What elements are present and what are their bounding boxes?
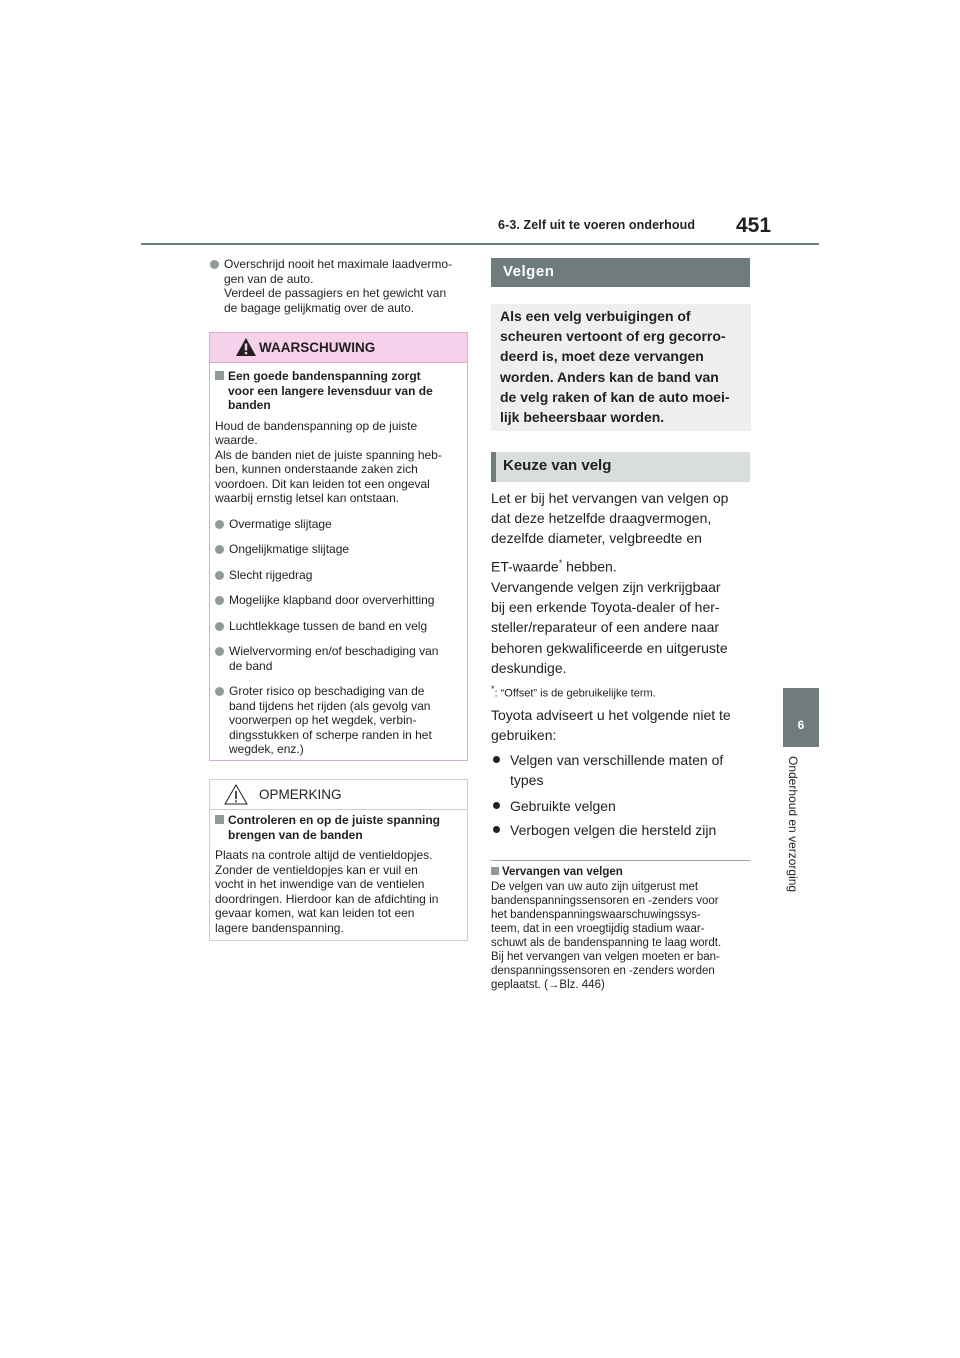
info-title-text: Vervangen van velgen [502, 866, 623, 878]
text-line: behoren gekwalificeerde en uitgeruste [491, 639, 728, 656]
bullet-icon [215, 687, 224, 696]
list-item [493, 750, 751, 790]
text-line: waarbij ernstig letsel kan ontstaan. [215, 491, 400, 505]
text-line: brengen van de banden [228, 827, 363, 842]
note-header [210, 780, 467, 810]
text-fragment: hebben. [562, 558, 617, 575]
text-line: voordoen. Dit kan leiden tot een ongeval [215, 476, 430, 491]
text-line: Als de banden niet de juiste spanning heb- [215, 447, 442, 462]
footnote-marker: * [491, 684, 495, 694]
warning-body [215, 369, 461, 757]
footnote-text: : “Offset” is de gebruikelijke term. [494, 687, 656, 700]
text-line: denspanningssensoren en -zenders worden [491, 965, 715, 977]
chapter-tab [783, 688, 819, 747]
bullet-icon [493, 756, 500, 763]
text-line: Een goede bandenspanning zorgt [228, 369, 421, 383]
paragraph [491, 488, 751, 576]
text-line: voorwerpen op het wegdek, verbin- [229, 713, 417, 727]
text-line: Als een velg verbuigingen of [500, 308, 691, 324]
page-reference-link[interactable]: Blz. 446) [559, 979, 605, 991]
note-box [209, 779, 468, 941]
text-line: schuwt als de bandenspanning te laag wordt. [491, 937, 722, 949]
info-title [491, 865, 751, 879]
text-line: Velgen van verschillende maten of [510, 752, 724, 768]
divider [491, 860, 750, 861]
text-line: dingsstukken of scherpe randen in het [229, 727, 432, 742]
summary-box [491, 304, 751, 431]
list-item [215, 568, 461, 583]
text-line [491, 553, 751, 577]
text-line: Luchtlekkage tussen de band en velg [229, 618, 428, 633]
warning-box [209, 332, 468, 761]
list-item [215, 619, 461, 634]
warning-paragraph [215, 419, 461, 506]
bullet-icon [215, 647, 224, 656]
header-rule [141, 243, 819, 245]
list-item [493, 820, 751, 840]
text-line: Houd de bandenspanning op de juiste [215, 418, 418, 433]
text-line: band tijdens het rijden (als gevolg van [229, 698, 431, 713]
text-line: de velg raken of kan de auto moei- [500, 388, 730, 405]
text-line: voor een langere levensduur van de [228, 383, 433, 398]
text-line: doordringen. Hierdoor kan de afdichting in [215, 891, 439, 906]
text-line: scheuren vertoont of erg gecorro- [500, 328, 726, 345]
text-line [491, 978, 751, 992]
text-fragment: geplaatst. ( [491, 979, 548, 991]
text-line: Mogelijke klapband door oververhitting [229, 593, 435, 607]
text-fragment: ET-waarde [491, 558, 559, 575]
intro-bullet [210, 257, 468, 315]
caution-triangle-icon [224, 784, 248, 805]
text-line: teem, dat in een vroegtijdig stadium waar- [491, 923, 705, 935]
text-line: Controleren en op de juiste spanning [228, 813, 441, 827]
text-line: banden [228, 398, 271, 412]
page-number: 451 [736, 214, 772, 237]
text-line: steller/reparateur of een andere naar [491, 619, 720, 636]
subheading: Keuze van velg [503, 457, 612, 474]
bullet-icon [493, 802, 500, 809]
chapter-label [786, 756, 806, 926]
bullet-icon [493, 826, 500, 833]
text-line: Slecht rijgedrag [229, 567, 313, 582]
text-line: Let er bij het vervangen van velgen op [491, 490, 729, 506]
list-item [215, 593, 461, 608]
warning-subheading [215, 369, 461, 413]
text-line: het bandenspanningswaarschuwingssys- [491, 909, 701, 921]
note-subheading [215, 813, 461, 842]
warning-header [210, 333, 467, 363]
chapter-number: 6 [797, 718, 805, 732]
arrow-right-icon: → [547, 979, 560, 991]
text-line: De velgen van uw auto zijn uitgerust met [491, 881, 699, 893]
note-body [215, 813, 461, 935]
bullet-icon [215, 571, 224, 580]
bullet-icon [215, 596, 224, 605]
list-item [210, 257, 468, 315]
bullet-icon [215, 622, 224, 631]
intro-line: Verdeel de passagiers en het gewicht van [224, 286, 447, 300]
text-line: Gebruikte velgen [510, 798, 616, 814]
bullet-icon [210, 260, 219, 269]
note-paragraph [215, 848, 461, 935]
text-line: lagere bandenspanning. [215, 920, 344, 935]
bullet-icon [215, 545, 224, 554]
text-line: vocht in het inwendige van de ventielen [215, 877, 425, 891]
section-heading-bar [491, 258, 750, 287]
text-line: Ongelijkmatige slijtage [229, 542, 350, 556]
subheading-bar [491, 452, 750, 482]
text-line: lijk beheersbaar worden. [500, 409, 665, 426]
text-line: wegdek, enz.) [229, 742, 304, 756]
bullet-icon [215, 520, 224, 529]
text-line: dezelfde diameter, velgbreedte en [491, 530, 702, 547]
text-line: gebruiken: [491, 727, 557, 744]
text-line: Vervangende velgen zijn verkrijgbaar [491, 579, 721, 595]
text-line: Overmatige slijtage [229, 516, 332, 531]
list-item [215, 684, 461, 757]
summary-text [500, 306, 745, 427]
square-bullet-icon [491, 867, 499, 875]
text-line: waarde. [215, 433, 258, 447]
text-line: Plaats na controle altijd de ventieldopjes. [215, 848, 433, 862]
intro-line: Overschrijd nooit het maximale laadvermo- [224, 257, 453, 271]
section-heading: Velgen [503, 263, 555, 280]
paragraph [491, 577, 751, 678]
intro-line: de bagage gelijkmatig over de auto. [224, 300, 415, 315]
text-line: Zonder de ventieldopjes kan er vuil en [215, 862, 418, 877]
footnote [491, 684, 751, 700]
text-line: deskundige. [491, 659, 567, 676]
text-line: bij een erkende Toyota-dealer of her- [491, 599, 720, 616]
note-title: OPMERKING [259, 787, 342, 802]
list-item [215, 517, 461, 532]
text-line: dat deze hetzelfde draagvermogen, [491, 510, 712, 527]
text-line: worden. Anders kan de band van [500, 368, 719, 385]
section-title: 6-3. Zelf uit te voeren onderhoud [498, 218, 696, 232]
footnote-marker: * [558, 557, 563, 568]
list-item [215, 542, 461, 557]
text-line: Groter risico op beschadiging van de [229, 684, 425, 698]
text-line: Wielvervorming en/of beschadiging van [229, 644, 439, 658]
text-line: deerd is, moet deze vervangen [500, 348, 704, 365]
intro-line: gen van de auto. [224, 271, 314, 286]
text-line: de band [229, 658, 273, 673]
warning-title: WAARSCHUWING [259, 340, 376, 355]
text-line: types [510, 772, 544, 789]
text-line: Toyota adviseert u het volgende niet te [491, 707, 731, 723]
text-line: bandenspanningssensoren en -zenders voor [491, 895, 719, 907]
text-line: ben, kunnen onderstaande zaken zich [215, 462, 418, 476]
square-bullet-icon [215, 371, 224, 380]
square-bullet-icon [215, 815, 224, 824]
chapter-label-text: Onderhoud en verzorging [786, 756, 800, 893]
warning-triangle-icon [236, 338, 256, 356]
text-line: Verbogen velgen die hersteld zijn [510, 822, 717, 838]
text-line: gevaar komen, wat kan leiden tot een [215, 906, 415, 920]
text-line: Bij het vervangen van velgen moeten er ban- [491, 951, 720, 963]
info-block [491, 865, 751, 992]
list-item [215, 644, 461, 673]
list-item [493, 796, 751, 816]
paragraph [491, 705, 751, 745]
